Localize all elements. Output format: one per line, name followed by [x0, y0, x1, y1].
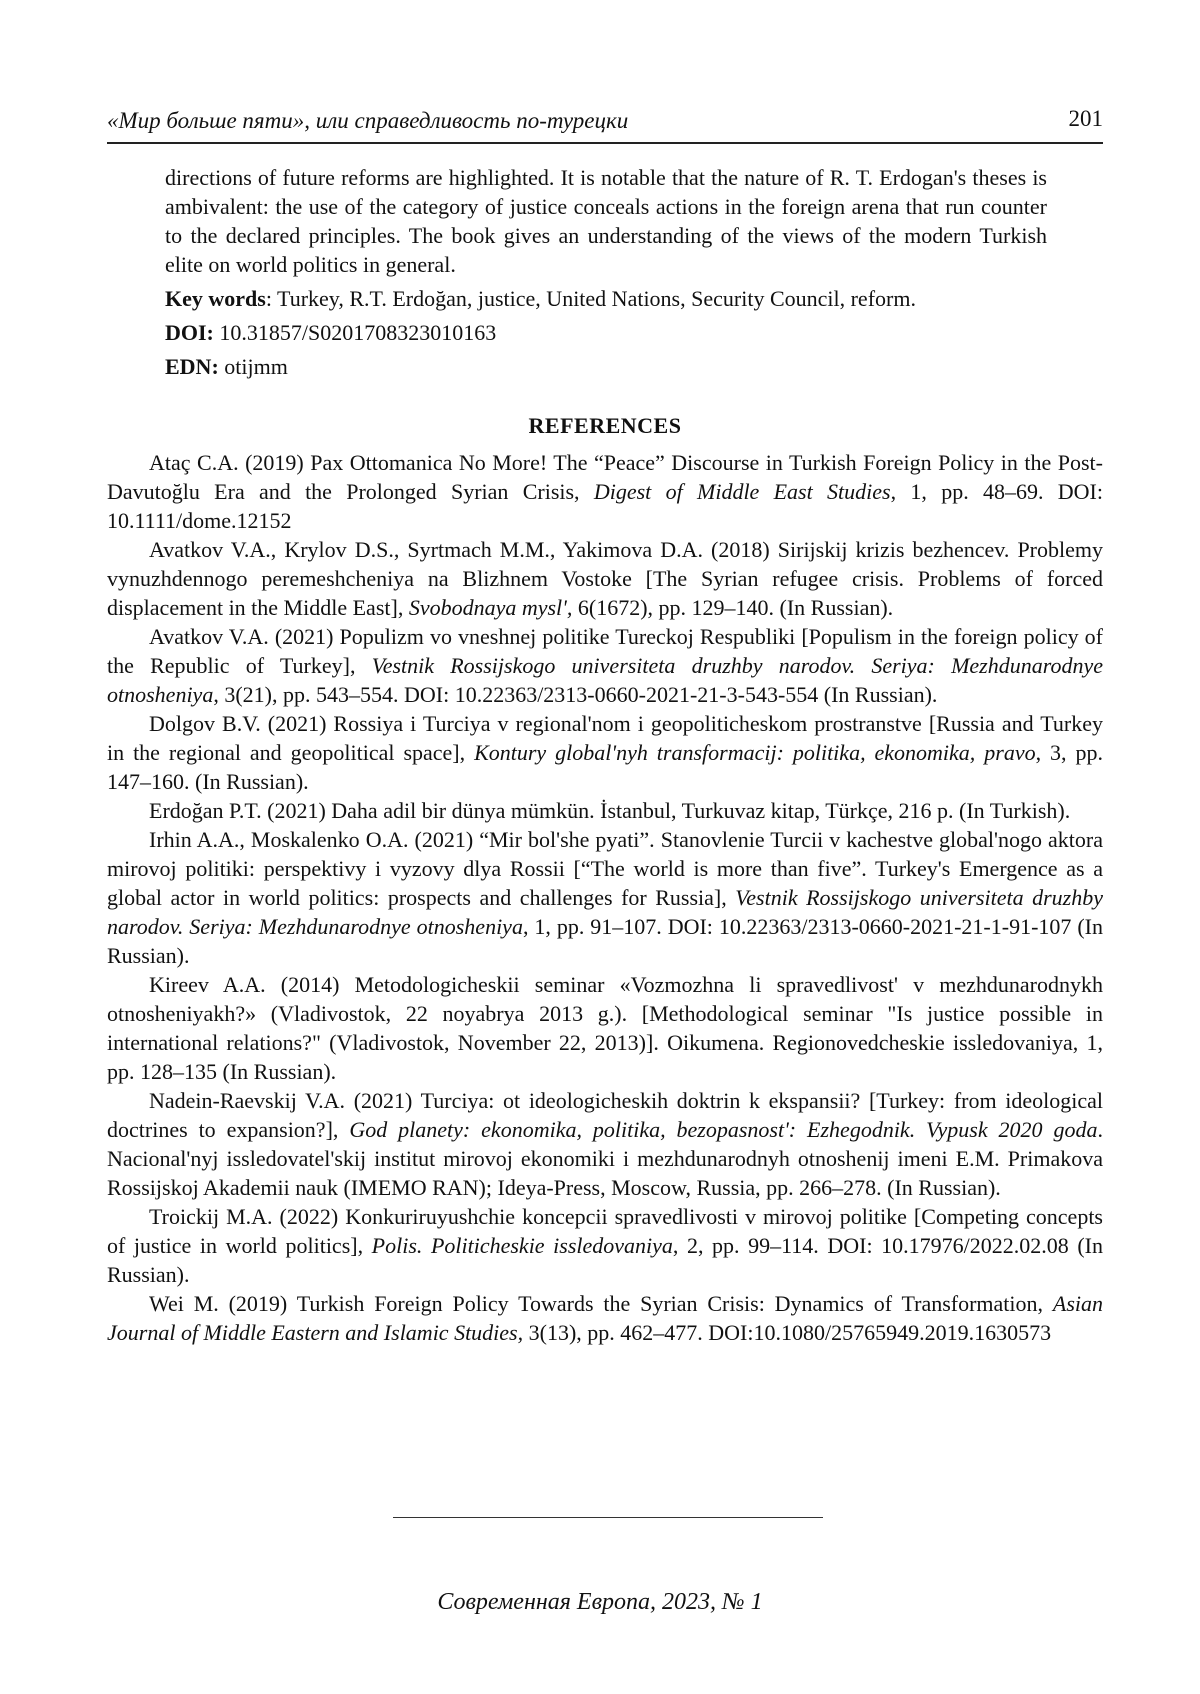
journal-footer: Современная Европа, 2023, № 1: [437, 1589, 763, 1615]
reference-item: [107, 1289, 1103, 1347]
reference-source: God planety: ekonomika, politika, bezopasnost': Ezhegodnik. Vypusk 2020 goda: [349, 1117, 1098, 1142]
reference-item: [107, 448, 1103, 535]
references-heading: REFERENCES: [528, 413, 682, 438]
reference-details: , 3, pp. 147–160. (In Russian).: [107, 740, 1103, 794]
reference-source: Asian Journal of Middle Eastern and Islamic Studies,: [107, 1291, 1103, 1345]
reference-source: Svobodnaya mysl',: [408, 595, 573, 620]
running-title: «Мир больше пяти», или справедливость по-турецки: [107, 108, 629, 133]
reference-details: 6(1672), pp. 129–140. (In Russian).: [572, 595, 894, 620]
reference-item: [107, 825, 1103, 970]
reference-text: Wei M. (2019) Turkish Foreign Policy Towards the Syrian Crisis: Dynamics of Transformation,: [149, 1291, 1053, 1316]
running-header: [107, 104, 1103, 144]
reference-item: [107, 970, 1103, 1086]
reference-item: [107, 1202, 1103, 1289]
reference-source: Polis. Politicheskie issledovaniya: [371, 1233, 673, 1258]
reference-text: Dolgov B.V. (2021) Rossiya i Turciya v regional'nom i geopoliticheskom prostranstve [Russia and Turkey in the regional and geopolitical space],: [107, 711, 1103, 765]
reference-details: . Nacional'nyj issledovatel'skij institut mirovoj ekonomiki i mezhdunarodnyh otnoshenij imeni E.M. Primakova Rossijskoj Akademii nauk (IMEMO RAN); Ideya-Press, Moscow, Russia, pp. 266–278. (In Russian).: [107, 1117, 1103, 1200]
keywords-line: [165, 284, 1047, 313]
doi-line: [165, 318, 1047, 347]
reference-item: [107, 1086, 1103, 1202]
page-number: 201: [1068, 106, 1103, 131]
reference-item: [107, 622, 1103, 709]
reference-text: Avatkov V.A., Krylov D.S., Syrtmach M.M., Yakimova D.A. (2018) Sirijskij krizis bezhencev. Problemy vynuzhdennogo peremeshcheniya na Blizhnem Vostoke [The Syrian refugee crisis. Problems of forced displacement in the Middle East],: [107, 537, 1103, 620]
reference-text: Erdoğan P.T. (2021) Daha adil bir dünya mümkün. İstanbul, Turkuvaz kitap, Türkçe, 216 p. (In Turkish).: [149, 798, 1071, 823]
reference-text: Ataç C.A. (2019) Pax Ottomanica No More! The “Peace” Discourse in Turkish Foreign Policy in the Post-Davutoğlu Era and the Prolonged Syrian Crisis,: [107, 450, 1103, 504]
reference-text: Troickij M.A. (2022) Konkuriruyushchie koncepcii spravedlivosti v mirovoj politike [Competing concepts of justice in world politics],: [107, 1204, 1103, 1258]
abstract-block: [165, 163, 1047, 381]
reference-item: [107, 535, 1103, 622]
reference-item: [107, 796, 1103, 825]
reference-details: , 2, pp. 99–114. DOI: 10.17976/2022.02.08 (In Russian).: [107, 1233, 1103, 1287]
reference-details: , 3(21), pp. 543–554. DOI: 10.22363/2313-0660-2021-21-3-543-554 (In Russian).: [213, 682, 938, 707]
reference-text: Avatkov V.A. (2021) Populizm vo vneshnej politike Tureckoj Respubliki [Populism in the foreign policy of the Republic of Turkey],: [107, 624, 1103, 678]
reference-text: Kireev A.A. (2014) Metodologicheskii seminar «Vozmozhna li spravedlivost' v mezhdunarodnykh otnosheniyakh?» (Vladivostok, 22 noyabrya 2013 g.). [Methodological seminar "Is justice possible in international relations?" (Vladivostok, November 22, 2013)]. Oikumena. Regionovedcheskie issledovaniya, 1, pp. 128–135 (In Russian).: [107, 972, 1103, 1084]
reference-details: , 1, pp. 48–69. DOI: 10.1111/dome.12152: [107, 479, 1103, 533]
abstract-text: directions of future reforms are highlighted. It is notable that the nature of R. T. Erdogan's theses is ambivalent: the use of the category of justice conceals actions in the foreign arena that run counter to the declared principles. The book gives an understanding of the views of the modern Turkish elite on world politics in general.: [165, 165, 1047, 277]
reference-details: 3(13), pp. 462–477. DOI:10.1080/25765949.2019.1630573: [523, 1320, 1052, 1345]
edn-line: [165, 352, 1047, 381]
reference-text: Irhin A.A., Moskalenko O.A. (2021) “Mir bol'she pyati”. Stanovlenie Turcii v kachestve global'nogo aktora mirovoj politiki: perspektivy i vyzovy dlya Rossii [“The world is more than five”. Turkey's Emergence as a global actor in world politics: prospects and challenges for Russia],: [107, 827, 1103, 910]
reference-text: Nadein-Raevskij V.A. (2021) Turciya: ot ideologicheskih doktrin k ekspansii? [Turkey: from ideological doctrines to expansion?],: [107, 1088, 1103, 1142]
reference-details: , 1, pp. 91–107. DOI: 10.22363/2313-0660-2021-21-1-91-107 (In Russian).: [107, 914, 1103, 968]
reference-source: Digest of Middle East Studies: [593, 479, 891, 504]
keywords-value: : Turkey, R.T. Erdoğan, justice, United Nations, Security Council, reform.: [265, 286, 916, 311]
edn-label: EDN:: [165, 354, 219, 379]
reference-source: Kontury global'nyh transformacij: politika, ekonomika, pravo: [474, 740, 1036, 765]
doi-label: DOI:: [165, 320, 214, 345]
keywords-label: Key words: [165, 286, 266, 311]
edn-value: otijmm: [224, 354, 288, 379]
end-divider: [393, 1517, 823, 1518]
reference-item: [107, 709, 1103, 796]
reference-source: Vestnik Rossijskogo universiteta druzhby narodov. Seriya: Mezhdunarodnye otnosheniya: [107, 653, 1103, 707]
references-list: [107, 448, 1103, 1347]
doi-value: 10.31857/S0201708323010163: [219, 320, 497, 345]
reference-source: Vestnik Rossijskogo universiteta druzhby narodov. Seriya: Mezhdunarodnye otnosheniya: [107, 885, 1104, 939]
